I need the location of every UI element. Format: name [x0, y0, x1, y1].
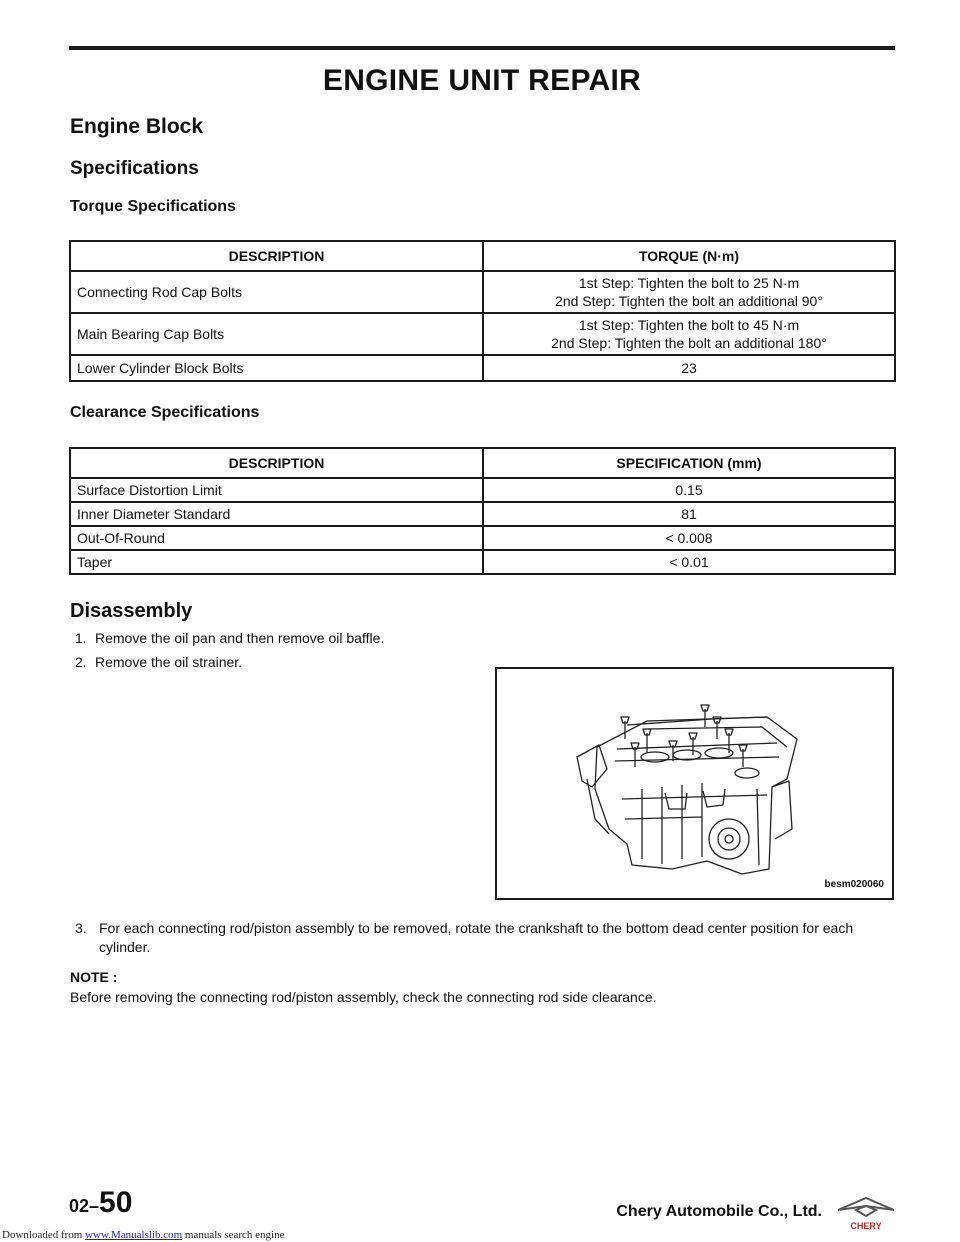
table-row — [70, 313, 895, 355]
specification-cell: < 0.01 — [483, 550, 895, 574]
torque-cell: 23 — [483, 355, 895, 381]
column-header: SPECIFICATION (mm) — [483, 448, 895, 478]
clearance-specifications-heading: Clearance Specifications — [70, 404, 260, 421]
specification-cell: 0.15 — [483, 478, 895, 502]
clearance-table — [69, 447, 896, 575]
column-header: TORQUE (N·m) — [483, 241, 895, 271]
table-row — [70, 502, 895, 526]
step-number: 2. — [75, 654, 87, 670]
specification-cell: 81 — [483, 502, 895, 526]
table-row — [70, 271, 895, 313]
logo-text: CHERY — [850, 1221, 882, 1231]
download-footer — [2, 1229, 284, 1241]
step-text: Remove the oil strainer. — [95, 654, 243, 670]
torque-line: 2nd Step: Tighten the bolt an additional 90° — [555, 293, 823, 309]
description-cell: Lower Cylinder Block Bolts — [70, 355, 483, 381]
step-number: 3. — [75, 920, 87, 936]
description-cell: Taper — [70, 550, 483, 574]
column-header: DESCRIPTION — [70, 241, 483, 271]
description-cell: Inner Diameter Standard — [70, 502, 483, 526]
torque-table — [69, 240, 896, 382]
section-title: Engine Block — [70, 115, 204, 138]
step-number: 1. — [75, 630, 87, 646]
torque-cell — [483, 313, 895, 355]
manualslib-link[interactable]: www.Manualslib.com — [85, 1229, 183, 1241]
download-prefix: Downloaded from — [2, 1229, 86, 1241]
table-row — [70, 478, 895, 502]
description-cell: Connecting Rod Cap Bolts — [70, 271, 483, 313]
page-title: ENGINE UNIT REPAIR — [322, 64, 642, 97]
download-suffix: manuals search engine — [182, 1229, 285, 1241]
step-text: Remove the oil pan and then remove oil baffle. — [95, 630, 385, 646]
list-item — [75, 919, 897, 957]
table-header-row — [70, 241, 895, 271]
figure-code: besm020060 — [824, 879, 884, 890]
engine-block-illustration — [497, 669, 892, 898]
table-row — [70, 550, 895, 574]
page-number-value: 50 — [99, 1186, 133, 1219]
chery-logo-icon — [832, 1196, 900, 1232]
note-text: Before removing the connecting rod/piston assembly, check the connecting rod side clearance. — [70, 989, 657, 1005]
company-name: Chery Automobile Co., Ltd. — [616, 1203, 822, 1220]
description-cell: Main Bearing Cap Bolts — [70, 313, 483, 355]
page-number — [69, 1186, 132, 1220]
table-row — [70, 526, 895, 550]
table-row — [70, 355, 895, 381]
description-cell: Out-Of-Round — [70, 526, 483, 550]
torque-specifications-heading: Torque Specifications — [70, 198, 236, 215]
torque-line: 2nd Step: Tighten the bolt an additional 180° — [551, 335, 827, 351]
note-label: NOTE : — [70, 969, 118, 985]
section-prefix: 02– — [69, 1196, 100, 1216]
disassembly-heading: Disassembly — [70, 600, 193, 622]
specifications-heading: Specifications — [70, 158, 199, 179]
torque-cell — [483, 271, 895, 313]
torque-line: 1st Step: Tighten the bolt to 25 N·m — [578, 275, 800, 291]
list-item — [75, 629, 875, 648]
step-text: For each connecting rod/piston assembly to be removed, rotate the crankshaft to the bottom dead center position for each cylinder. — [99, 920, 854, 955]
specification-cell: < 0.008 — [483, 526, 895, 550]
table-header-row — [70, 448, 895, 478]
engine-block-figure — [495, 667, 894, 900]
torque-line: 1st Step: Tighten the bolt to 45 N·m — [578, 317, 800, 333]
column-header: DESCRIPTION — [70, 448, 483, 478]
description-cell: Surface Distortion Limit — [70, 478, 483, 502]
top-rule — [69, 46, 895, 50]
